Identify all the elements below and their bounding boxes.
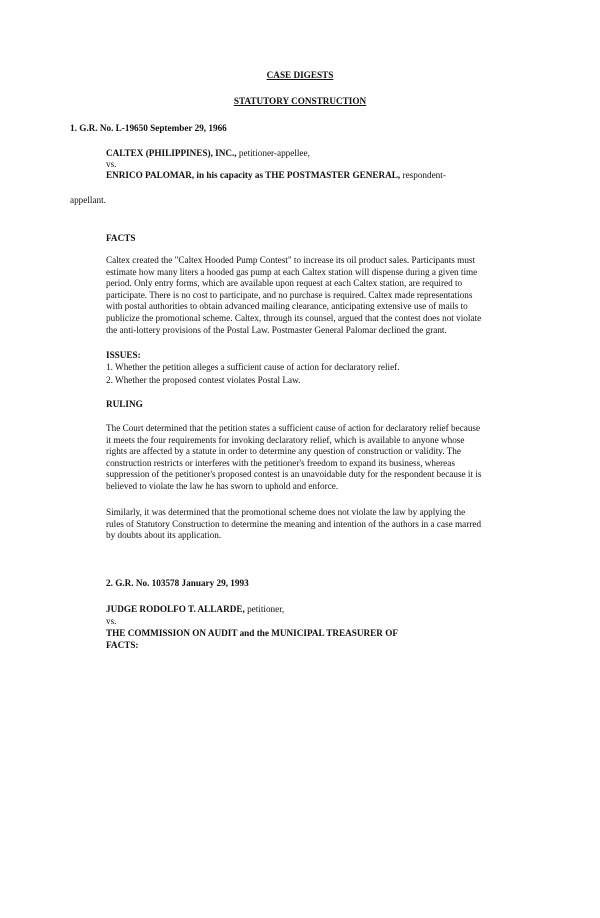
document-subtitle: STATUTORY CONSTRUCTION bbox=[233, 96, 367, 106]
case1-respondent-name: ENRICO PALOMAR, in his capacity as THE POSTMASTER GENERAL, bbox=[106, 170, 401, 180]
ruling-line: it meets the four requirements for invoking declaratory relief, which is available to anyone whose bbox=[106, 434, 465, 445]
case2-petitioner-name: JUDGE RODOLFO T. ALLARDE, bbox=[106, 604, 245, 614]
document-title: CASE DIGESTS bbox=[266, 70, 334, 80]
ruling-line: by doubts about its application. bbox=[106, 530, 222, 541]
ruling-line: construction restricts or interferes with the petitioner's freedom to expand its business, whereas bbox=[106, 457, 455, 468]
case1-facts-label: FACTS bbox=[106, 233, 136, 243]
ruling-line: rights are affected by a statute in order to determine any question of construction or validity. The bbox=[106, 446, 461, 457]
case1-petitioner-line bbox=[106, 148, 310, 160]
case1-ruling-label: RULING bbox=[106, 399, 143, 409]
case2-petitioner-role: petitioner, bbox=[244, 604, 285, 614]
case2-heading: 2. G.R. No. 103578 January 29, 1993 bbox=[106, 578, 249, 588]
facts-line: Caltex created the "Caltex Hooded Pump Contest" to increase its oil product sales. Participants must bbox=[106, 255, 476, 265]
case1-respondent-role-cont: appellant. bbox=[70, 195, 106, 205]
case1-issues-label: ISSUES: bbox=[106, 350, 141, 360]
case1-respondent-line bbox=[106, 170, 446, 182]
facts-line: publicize the promotional scheme. Caltex, through its counsel, argued that the contest does not violate bbox=[106, 312, 482, 323]
ruling-line: believed to violate the law he has sworn to uphold and enforce. bbox=[106, 480, 339, 491]
facts-line: participate. There is no cost to participate, and no purchase is required. Caltex made representations bbox=[106, 289, 473, 300]
case1-facts-paragraph bbox=[106, 255, 498, 336]
facts-line: the anti-lottery provisions of the Postal Law. Postmaster General Palomar declined the grant. bbox=[106, 324, 447, 335]
case1-respondent-role: respondent- bbox=[400, 170, 446, 180]
case2-petitioner-line bbox=[106, 604, 284, 616]
facts-line: period. Only entry forms, which are available upon request at each Caltex station, are required to bbox=[106, 278, 463, 289]
case1-ruling-paragraph-2 bbox=[106, 507, 498, 542]
case1-issue-2: 2. Whether the proposed contest violates Postal Law. bbox=[106, 375, 301, 385]
case1-ruling-paragraph-1 bbox=[106, 423, 498, 493]
ruling-line: suppression of the petitioner's proposed contest is an unavoidable duty for the respondent because it is bbox=[106, 469, 482, 480]
case2-facts-label: FACTS: bbox=[106, 640, 139, 650]
case1-issue-1: 1. Whether the petition alleges a sufficient cause of action for declaratory relief. bbox=[106, 362, 400, 372]
case1-petitioner-role: petitioner-appellee, bbox=[236, 148, 310, 158]
case1-heading: 1. G.R. No. L-19650 September 29, 1966 bbox=[70, 123, 227, 133]
ruling-line: The Court determined that the petition states a sufficient cause of action for declaratory relief because bbox=[106, 423, 481, 433]
case2-respondent-name: THE COMMISSION ON AUDIT and the MUNICIPAL TREASURER OF bbox=[106, 628, 399, 638]
case1-vs: vs. bbox=[106, 159, 117, 169]
case2-vs: vs. bbox=[106, 616, 117, 626]
facts-line: estimate how many liters a hooded gas pump at each Caltex station will dispense during a given time bbox=[106, 266, 478, 277]
ruling-line: Similarly, it was determined that the promotional scheme does not violate the law by applying the bbox=[106, 507, 466, 517]
facts-line: with postal authorities to obtain advanced mailing clearance, anticipating extensive use of mails to bbox=[106, 301, 468, 312]
ruling-line: rules of Statutory Construction to determine the meaning and intention of the authors in a case marred bbox=[106, 518, 482, 529]
case1-petitioner-name: CALTEX (PHILIPPINES), INC., bbox=[106, 148, 237, 158]
